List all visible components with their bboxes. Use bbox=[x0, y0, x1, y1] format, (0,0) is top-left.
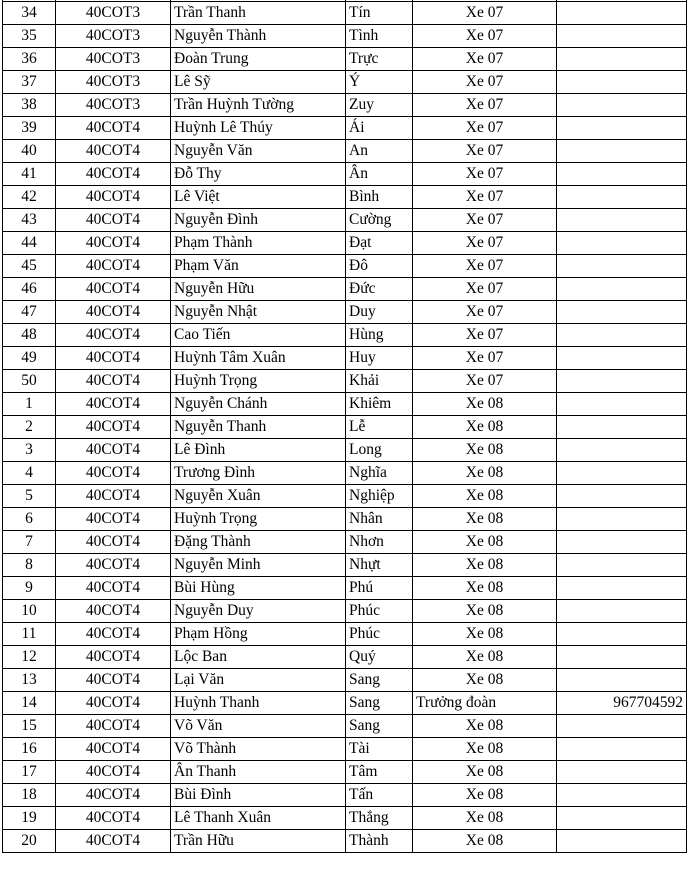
given-name-cell: Đạt bbox=[346, 232, 413, 255]
surname-cell: Đỗ Thy bbox=[171, 163, 346, 186]
class-cell: 40COT4 bbox=[56, 508, 171, 531]
table-row bbox=[3, 508, 687, 531]
row-number-cell: 1 bbox=[3, 393, 56, 416]
class-cell: 40COT4 bbox=[56, 347, 171, 370]
class-cell: 40COT4 bbox=[56, 784, 171, 807]
group-cell: Xe 07 bbox=[413, 324, 557, 347]
given-name-cell: Ý bbox=[346, 71, 413, 94]
row-number-cell: 14 bbox=[3, 692, 56, 715]
group-cell: Xe 07 bbox=[413, 347, 557, 370]
table-row bbox=[3, 278, 687, 301]
table-row bbox=[3, 370, 687, 393]
group-cell: Xe 08 bbox=[413, 807, 557, 830]
given-name-cell: Hùng bbox=[346, 324, 413, 347]
class-cell: 40COT4 bbox=[56, 255, 171, 278]
surname-cell: Lại Văn bbox=[171, 669, 346, 692]
row-number-cell: 5 bbox=[3, 485, 56, 508]
group-cell: Xe 07 bbox=[413, 117, 557, 140]
class-cell: 40COT4 bbox=[56, 232, 171, 255]
surname-cell: Nguyễn Hữu bbox=[171, 278, 346, 301]
surname-cell: Phạm Thành bbox=[171, 232, 346, 255]
row-number-cell: 7 bbox=[3, 531, 56, 554]
phone-cell bbox=[557, 71, 687, 94]
group-cell: Xe 08 bbox=[413, 508, 557, 531]
table-row bbox=[3, 830, 687, 853]
surname-cell: Huỳnh Thanh bbox=[171, 692, 346, 715]
phone-cell bbox=[557, 646, 687, 669]
phone-cell bbox=[557, 25, 687, 48]
surname-cell: Lê Việt bbox=[171, 186, 346, 209]
group-cell: Xe 08 bbox=[413, 485, 557, 508]
table-row bbox=[3, 301, 687, 324]
table-row bbox=[3, 71, 687, 94]
surname-cell: Nguyễn Văn bbox=[171, 140, 346, 163]
row-number-cell: 46 bbox=[3, 278, 56, 301]
surname-cell: Trương Đình bbox=[171, 462, 346, 485]
surname-cell: Bùi Đình bbox=[171, 784, 346, 807]
group-cell: Xe 08 bbox=[413, 623, 557, 646]
given-name-cell: Trực bbox=[346, 48, 413, 71]
phone-cell bbox=[557, 186, 687, 209]
group-cell: Xe 07 bbox=[413, 2, 557, 25]
group-cell: Xe 08 bbox=[413, 738, 557, 761]
row-number-cell: 47 bbox=[3, 301, 56, 324]
surname-cell: Huỳnh Tâm Xuân bbox=[171, 347, 346, 370]
given-name-cell: Bình bbox=[346, 186, 413, 209]
table-row bbox=[3, 416, 687, 439]
row-number-cell: 9 bbox=[3, 577, 56, 600]
surname-cell: Huỳnh Trọng bbox=[171, 370, 346, 393]
row-number-cell: 40 bbox=[3, 140, 56, 163]
table-row bbox=[3, 255, 687, 278]
class-cell: 40COT3 bbox=[56, 94, 171, 117]
row-number-cell: 50 bbox=[3, 370, 56, 393]
class-cell: 40COT4 bbox=[56, 324, 171, 347]
class-cell: 40COT4 bbox=[56, 163, 171, 186]
group-cell: Xe 07 bbox=[413, 71, 557, 94]
surname-cell: Lê Thanh Xuân bbox=[171, 807, 346, 830]
group-cell: Trưởng đoàn bbox=[413, 692, 557, 715]
phone-cell bbox=[557, 117, 687, 140]
surname-cell: Cao Tiến bbox=[171, 324, 346, 347]
group-cell: Xe 07 bbox=[413, 94, 557, 117]
surname-cell: Nguyễn Thanh bbox=[171, 416, 346, 439]
surname-cell: Huỳnh Lê Thúy bbox=[171, 117, 346, 140]
row-number-cell: 10 bbox=[3, 600, 56, 623]
table-row bbox=[3, 186, 687, 209]
surname-cell: Lê Sỹ bbox=[171, 71, 346, 94]
class-cell: 40COT4 bbox=[56, 186, 171, 209]
table-row bbox=[3, 784, 687, 807]
roster-table bbox=[2, 0, 687, 853]
table-row bbox=[3, 347, 687, 370]
phone-cell bbox=[557, 600, 687, 623]
phone-cell bbox=[557, 784, 687, 807]
class-cell: 40COT3 bbox=[56, 71, 171, 94]
surname-cell: Nguyễn Xuân bbox=[171, 485, 346, 508]
group-cell: Xe 07 bbox=[413, 232, 557, 255]
class-cell: 40COT4 bbox=[56, 370, 171, 393]
given-name-cell: Ân bbox=[346, 163, 413, 186]
given-name-cell: Tín bbox=[346, 2, 413, 25]
group-cell: Xe 07 bbox=[413, 163, 557, 186]
table-row bbox=[3, 646, 687, 669]
table-row bbox=[3, 232, 687, 255]
table-row bbox=[3, 692, 687, 715]
given-name-cell: Đức bbox=[346, 278, 413, 301]
phone-cell bbox=[557, 163, 687, 186]
given-name-cell: Duy bbox=[346, 301, 413, 324]
given-name-cell: Tấn bbox=[346, 784, 413, 807]
group-cell: Xe 07 bbox=[413, 48, 557, 71]
row-number-cell: 37 bbox=[3, 71, 56, 94]
phone-cell bbox=[557, 140, 687, 163]
given-name-cell: An bbox=[346, 140, 413, 163]
group-cell: Xe 08 bbox=[413, 554, 557, 577]
phone-cell bbox=[557, 2, 687, 25]
phone-cell bbox=[557, 462, 687, 485]
group-cell: Xe 08 bbox=[413, 600, 557, 623]
given-name-cell: Nghiệp bbox=[346, 485, 413, 508]
row-number-cell: 42 bbox=[3, 186, 56, 209]
phone-cell bbox=[557, 439, 687, 462]
class-cell: 40COT4 bbox=[56, 600, 171, 623]
phone-cell bbox=[557, 393, 687, 416]
class-cell: 40COT4 bbox=[56, 577, 171, 600]
phone-cell bbox=[557, 301, 687, 324]
row-number-cell: 8 bbox=[3, 554, 56, 577]
table-row bbox=[3, 715, 687, 738]
group-cell: Xe 08 bbox=[413, 646, 557, 669]
class-cell: 40COT3 bbox=[56, 48, 171, 71]
table-row bbox=[3, 117, 687, 140]
group-cell: Xe 08 bbox=[413, 669, 557, 692]
row-number-cell: 48 bbox=[3, 324, 56, 347]
phone-cell bbox=[557, 830, 687, 853]
row-number-cell: 19 bbox=[3, 807, 56, 830]
surname-cell: Phạm Hồng bbox=[171, 623, 346, 646]
table-row bbox=[3, 209, 687, 232]
class-cell: 40COT3 bbox=[56, 2, 171, 25]
class-cell: 40COT4 bbox=[56, 416, 171, 439]
group-cell: Xe 08 bbox=[413, 715, 557, 738]
group-cell: Xe 08 bbox=[413, 830, 557, 853]
given-name-cell: Phúc bbox=[346, 623, 413, 646]
table-row bbox=[3, 140, 687, 163]
row-number-cell: 13 bbox=[3, 669, 56, 692]
phone-cell bbox=[557, 416, 687, 439]
group-cell: Xe 07 bbox=[413, 140, 557, 163]
row-number-cell: 15 bbox=[3, 715, 56, 738]
class-cell: 40COT4 bbox=[56, 830, 171, 853]
given-name-cell: Thắng bbox=[346, 807, 413, 830]
row-number-cell: 39 bbox=[3, 117, 56, 140]
surname-cell: Nguyễn Thành bbox=[171, 25, 346, 48]
given-name-cell: Nhơn bbox=[346, 531, 413, 554]
class-cell: 40COT4 bbox=[56, 485, 171, 508]
table-row bbox=[3, 2, 687, 25]
row-number-cell: 17 bbox=[3, 761, 56, 784]
given-name-cell: Phúc bbox=[346, 600, 413, 623]
table-row bbox=[3, 485, 687, 508]
roster-body bbox=[3, 0, 687, 853]
given-name-cell: Khiêm bbox=[346, 393, 413, 416]
class-cell: 40COT4 bbox=[56, 462, 171, 485]
row-number-cell: 4 bbox=[3, 462, 56, 485]
phone-cell bbox=[557, 209, 687, 232]
phone-cell bbox=[557, 531, 687, 554]
phone-cell bbox=[557, 623, 687, 646]
surname-cell: Trần Hữu bbox=[171, 830, 346, 853]
surname-cell: Nguyễn Đình bbox=[171, 209, 346, 232]
table-row bbox=[3, 393, 687, 416]
group-cell: Xe 08 bbox=[413, 531, 557, 554]
phone-cell bbox=[557, 669, 687, 692]
table-row bbox=[3, 94, 687, 117]
row-number-cell: 44 bbox=[3, 232, 56, 255]
surname-cell: Nguyễn Duy bbox=[171, 600, 346, 623]
row-number-cell: 43 bbox=[3, 209, 56, 232]
row-number-cell: 49 bbox=[3, 347, 56, 370]
class-cell: 40COT3 bbox=[56, 25, 171, 48]
phone-cell bbox=[557, 577, 687, 600]
row-number-cell: 6 bbox=[3, 508, 56, 531]
phone-cell bbox=[557, 738, 687, 761]
group-cell: Xe 07 bbox=[413, 25, 557, 48]
group-cell: Xe 08 bbox=[413, 393, 557, 416]
table-row bbox=[3, 25, 687, 48]
group-cell: Xe 07 bbox=[413, 278, 557, 301]
table-row bbox=[3, 807, 687, 830]
phone-cell bbox=[557, 278, 687, 301]
phone-cell bbox=[557, 255, 687, 278]
class-cell: 40COT4 bbox=[56, 623, 171, 646]
group-cell: Xe 08 bbox=[413, 577, 557, 600]
class-cell: 40COT4 bbox=[56, 669, 171, 692]
table-row bbox=[3, 462, 687, 485]
roster-sheet bbox=[2, 0, 687, 853]
row-number-cell: 35 bbox=[3, 25, 56, 48]
group-cell: Xe 08 bbox=[413, 761, 557, 784]
given-name-cell: Sang bbox=[346, 692, 413, 715]
phone-cell bbox=[557, 347, 687, 370]
class-cell: 40COT4 bbox=[56, 692, 171, 715]
table-row bbox=[3, 623, 687, 646]
surname-cell: Bùi Hùng bbox=[171, 577, 346, 600]
row-number-cell: 2 bbox=[3, 416, 56, 439]
given-name-cell: Nhựt bbox=[346, 554, 413, 577]
given-name-cell: Khải bbox=[346, 370, 413, 393]
table-row bbox=[3, 531, 687, 554]
given-name-cell: Zuy bbox=[346, 94, 413, 117]
table-row bbox=[3, 761, 687, 784]
phone-cell bbox=[557, 761, 687, 784]
group-cell: Xe 07 bbox=[413, 301, 557, 324]
given-name-cell: Tâm bbox=[346, 761, 413, 784]
group-cell: Xe 07 bbox=[413, 209, 557, 232]
given-name-cell: Nhân bbox=[346, 508, 413, 531]
row-number-cell: 12 bbox=[3, 646, 56, 669]
given-name-cell: Huy bbox=[346, 347, 413, 370]
phone-cell bbox=[557, 485, 687, 508]
given-name-cell: Lễ bbox=[346, 416, 413, 439]
given-name-cell: Quý bbox=[346, 646, 413, 669]
phone-cell bbox=[557, 48, 687, 71]
table-row bbox=[3, 600, 687, 623]
class-cell: 40COT4 bbox=[56, 209, 171, 232]
surname-cell: Trần Huỳnh Tường bbox=[171, 94, 346, 117]
given-name-cell: Đô bbox=[346, 255, 413, 278]
group-cell: Xe 07 bbox=[413, 186, 557, 209]
table-row bbox=[3, 439, 687, 462]
group-cell: Xe 08 bbox=[413, 784, 557, 807]
class-cell: 40COT4 bbox=[56, 646, 171, 669]
given-name-cell: Cường bbox=[346, 209, 413, 232]
phone-cell bbox=[557, 370, 687, 393]
given-name-cell: Long bbox=[346, 439, 413, 462]
given-name-cell: Tài bbox=[346, 738, 413, 761]
group-cell: Xe 07 bbox=[413, 255, 557, 278]
class-cell: 40COT4 bbox=[56, 140, 171, 163]
row-number-cell: 3 bbox=[3, 439, 56, 462]
given-name-cell: Sang bbox=[346, 669, 413, 692]
row-number-cell: 11 bbox=[3, 623, 56, 646]
surname-cell: Lộc Ban bbox=[171, 646, 346, 669]
surname-cell: Trần Thanh bbox=[171, 2, 346, 25]
surname-cell: Ân Thanh bbox=[171, 761, 346, 784]
phone-cell bbox=[557, 807, 687, 830]
table-row bbox=[3, 48, 687, 71]
surname-cell: Nguyễn Chánh bbox=[171, 393, 346, 416]
row-number-cell: 41 bbox=[3, 163, 56, 186]
group-cell: Xe 08 bbox=[413, 439, 557, 462]
class-cell: 40COT4 bbox=[56, 715, 171, 738]
phone-cell: 967704592 bbox=[557, 692, 687, 715]
phone-cell bbox=[557, 232, 687, 255]
phone-cell bbox=[557, 94, 687, 117]
given-name-cell: Thành bbox=[346, 830, 413, 853]
class-cell: 40COT4 bbox=[56, 554, 171, 577]
surname-cell: Võ Thành bbox=[171, 738, 346, 761]
row-number-cell: 16 bbox=[3, 738, 56, 761]
table-row bbox=[3, 163, 687, 186]
given-name-cell: Tình bbox=[346, 25, 413, 48]
phone-cell bbox=[557, 715, 687, 738]
row-number-cell: 36 bbox=[3, 48, 56, 71]
class-cell: 40COT4 bbox=[56, 301, 171, 324]
class-cell: 40COT4 bbox=[56, 117, 171, 140]
surname-cell: Nguyễn Nhật bbox=[171, 301, 346, 324]
surname-cell: Huỳnh Trọng bbox=[171, 508, 346, 531]
surname-cell: Đặng Thành bbox=[171, 531, 346, 554]
group-cell: Xe 08 bbox=[413, 416, 557, 439]
group-cell: Xe 07 bbox=[413, 370, 557, 393]
given-name-cell: Phú bbox=[346, 577, 413, 600]
surname-cell: Đoàn Trung bbox=[171, 48, 346, 71]
class-cell: 40COT4 bbox=[56, 807, 171, 830]
row-number-cell: 45 bbox=[3, 255, 56, 278]
surname-cell: Phạm Văn bbox=[171, 255, 346, 278]
table-row bbox=[3, 669, 687, 692]
surname-cell: Lê Đình bbox=[171, 439, 346, 462]
class-cell: 40COT4 bbox=[56, 738, 171, 761]
phone-cell bbox=[557, 554, 687, 577]
given-name-cell: Sang bbox=[346, 715, 413, 738]
given-name-cell: Nghĩa bbox=[346, 462, 413, 485]
class-cell: 40COT4 bbox=[56, 439, 171, 462]
row-number-cell: 20 bbox=[3, 830, 56, 853]
table-row bbox=[3, 554, 687, 577]
table-row bbox=[3, 324, 687, 347]
row-number-cell: 18 bbox=[3, 784, 56, 807]
group-cell: Xe 08 bbox=[413, 462, 557, 485]
class-cell: 40COT4 bbox=[56, 393, 171, 416]
table-row bbox=[3, 577, 687, 600]
class-cell: 40COT4 bbox=[56, 278, 171, 301]
row-number-cell: 38 bbox=[3, 94, 56, 117]
class-cell: 40COT4 bbox=[56, 761, 171, 784]
class-cell: 40COT4 bbox=[56, 531, 171, 554]
given-name-cell: Ái bbox=[346, 117, 413, 140]
phone-cell bbox=[557, 508, 687, 531]
row-number-cell: 34 bbox=[3, 2, 56, 25]
surname-cell: Nguyễn Minh bbox=[171, 554, 346, 577]
surname-cell: Võ Văn bbox=[171, 715, 346, 738]
phone-cell bbox=[557, 324, 687, 347]
table-row bbox=[3, 738, 687, 761]
